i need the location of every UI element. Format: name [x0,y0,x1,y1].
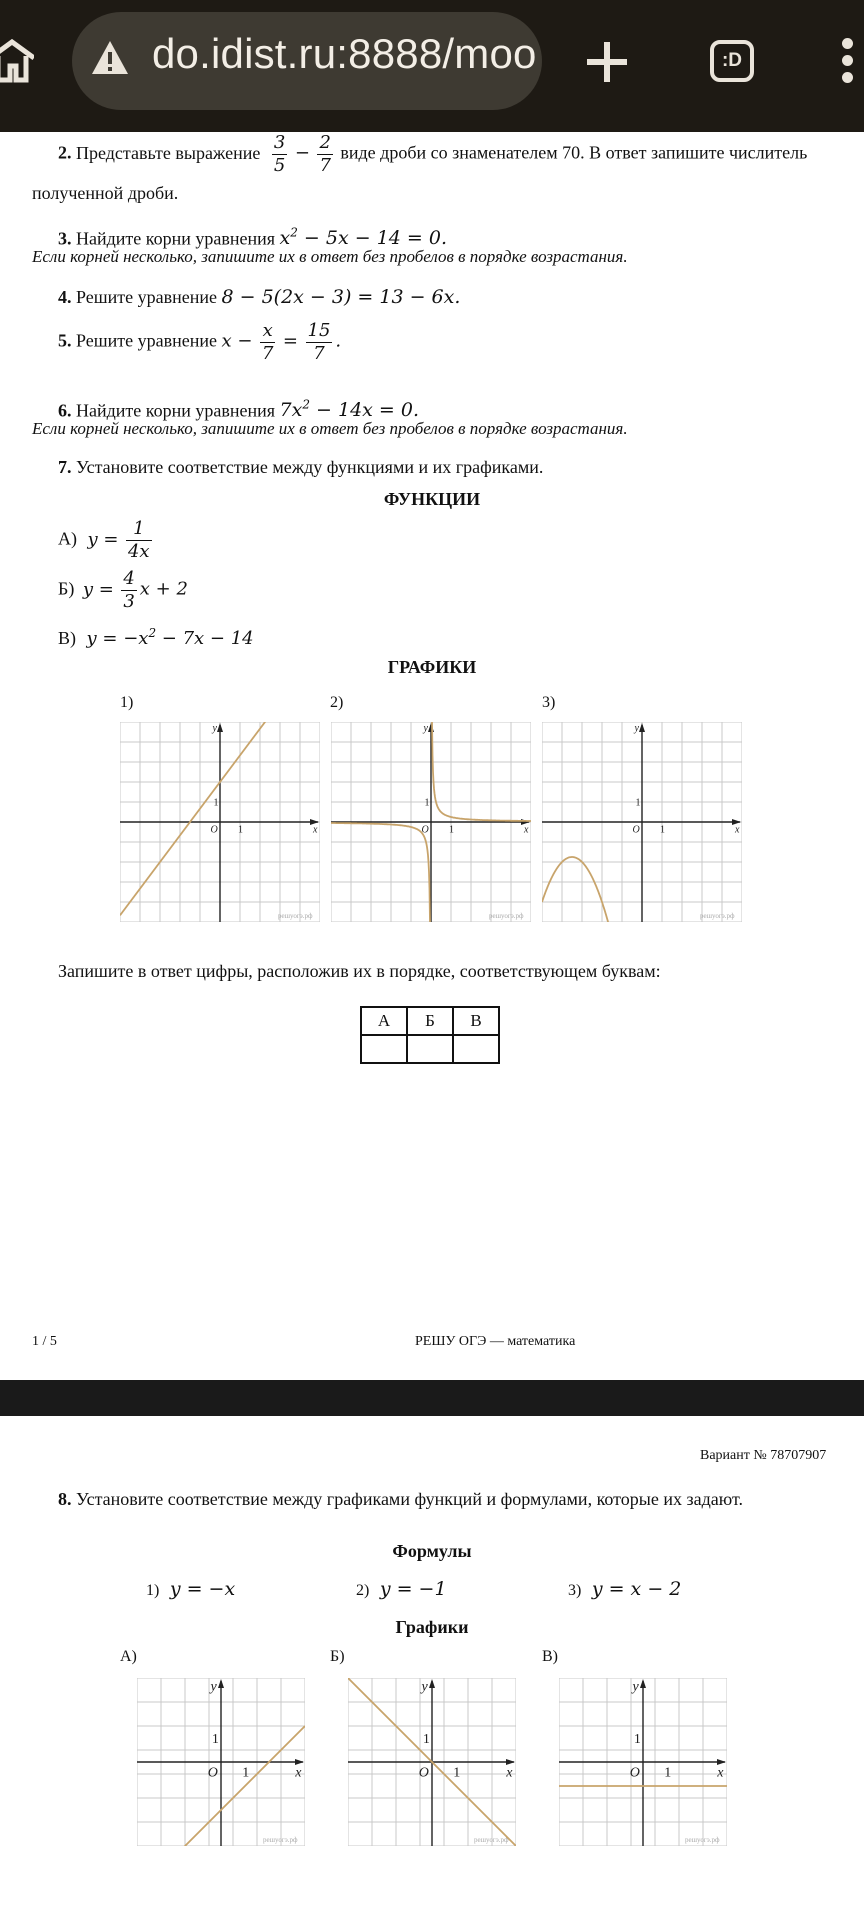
coordinate-grid [542,722,742,922]
graph-1 [120,722,320,927]
graph-2 [331,722,531,927]
variant-label: Вариант № 78707907 [700,1448,827,1463]
footer-title: РЕШУ ОГЭ — математика [415,1334,576,1349]
question-text-continued: полученной дроби. [32,183,179,203]
formula-label: 3) [568,1582,582,1599]
function-a [58,518,155,563]
question-text: Установите соответствие между графиками функций и формулами, которые их задают. [76,1489,743,1509]
unit-y-label: 1 [635,797,641,809]
unit-x-label: 1 [238,824,243,836]
graph-b [348,1678,516,1851]
x-arrow-icon [717,1759,726,1765]
function-curve [331,823,430,922]
question-number: 2. [58,142,72,163]
question-number: 7. [58,457,72,477]
x-axis-label: x [735,824,740,836]
equation: 8 − 5(2x − 3) = 13 − 6x. [221,286,461,308]
x-axis-label: x [506,1765,513,1781]
equation-part: = [282,330,298,352]
graph-label-c: В) [542,1648,558,1665]
answer-header: Б [407,1007,453,1035]
unit-y-label: 1 [213,797,219,809]
origin-label: O [421,824,429,836]
url-text[interactable]: do.idist.ru:8888/moo [152,30,537,77]
formulas-heading: Формулы [392,1541,472,1561]
x-arrow-icon [295,1759,304,1765]
y-arrow-icon [429,1679,435,1688]
pdf-page-2 [0,1416,864,1920]
question-number: 3. [58,228,72,249]
x-axis-label: x [313,824,318,836]
unit-y-label: 1 [211,1731,219,1747]
fraction: $\frac{1}{4x}$ [127,518,150,562]
plus-icon[interactable] [585,40,629,84]
question-note: Если корней несколько, запишите их в ответ без пробелов в порядке возрастания. [32,247,628,266]
unit-y-label: 1 [424,797,430,809]
answer-table [360,1006,500,1064]
y-arrow-icon [640,1679,646,1688]
equation-part: x + 2 [139,578,188,600]
formula-1 [146,1578,235,1602]
function-label: А) [58,528,77,549]
watermark: решуогэ.рф [700,912,735,920]
answer-cell[interactable] [361,1035,407,1063]
graphs-heading: ГРАФИКИ [387,657,477,677]
x-axis-label: x [717,1765,724,1781]
unit-x-label: 1 [449,824,454,836]
formula-equation: y = x − 2 [591,1578,682,1600]
answer-header: А [361,1007,407,1035]
equation: $7x^2 - 14x = 0$. [279,398,420,422]
function-label: Б) [58,578,75,599]
origin-label: O [418,1765,429,1781]
coordinate-grid [331,722,531,922]
question-8 [58,1488,743,1510]
equation: $y = -x^2 - 7x - 14$ [86,626,254,649]
function-c [58,622,254,650]
question-number: 6. [58,400,72,421]
question-text: Решите уравнение [76,287,217,307]
question-note: Если корней несколько, запишите их в ответ без пробелов в порядке возрастания. [32,419,628,438]
question-number: 5. [58,330,72,351]
origin-label: O [632,824,640,836]
unit-x-label: 1 [660,824,665,836]
more-vertical-icon[interactable] [842,38,858,88]
formula-label: 2) [356,1582,370,1599]
graph-label-b: Б) [330,1648,345,1665]
warning-triangle-icon[interactable] [90,38,130,78]
home-icon[interactable] [0,36,34,84]
origin-label: O [210,824,218,836]
y-arrow-icon [639,723,645,732]
function-curve [120,722,268,915]
origin-label: O [629,1765,640,1781]
graphs-heading: Графики [395,1617,469,1637]
answer-header: В [453,1007,499,1035]
y-axis-label: y [634,723,639,734]
origin-label: O [207,1765,218,1781]
equation-part: x − [221,330,253,352]
watermark: решуогэ.рф [489,912,524,920]
coordinate-grid [137,1678,305,1846]
fraction: $\frac{x}{7}$ [261,320,274,364]
question-text: Представьте выражение [76,142,261,163]
question-text: Установите соответствие между функциями и их графиками. [76,457,544,477]
unit-y-label: 1 [422,1731,430,1747]
pdf-page-1 [0,132,864,1380]
function-curve [181,1726,305,1846]
question-4 [58,286,460,308]
answer-cell[interactable] [407,1035,453,1063]
function-curve [542,857,609,922]
question-text: Решите уравнение [76,330,217,351]
y-axis-label: y [423,723,428,734]
formula-label: 1) [146,1582,160,1599]
fraction: $\frac{3}{5}$ [273,132,286,176]
question-number: 4. [58,287,72,307]
formula-equation: y = −x [169,1578,236,1600]
graph-c [559,1678,727,1851]
question-text: виде дроби со знаменателем 70. В ответ запишите числитель [340,142,808,163]
graph-label-3: 3) [542,694,556,711]
equation: $x^2 - 5x - 14 = 0$. [279,226,447,250]
graph-a [137,1678,305,1851]
coordinate-grid [348,1678,516,1846]
y-axis-label: y [212,723,217,734]
unit-x-label: 1 [453,1765,461,1781]
function-label: В) [58,628,76,648]
question-text: Найдите корни уравнения [76,400,276,421]
equation-part: y = [82,578,114,600]
graph-label-1: 1) [120,694,134,711]
y-axis-label: y [210,1679,217,1695]
table-row [361,1035,499,1063]
unit-y-label: 1 [633,1731,641,1747]
graph-label-a: А) [120,1648,137,1665]
y-arrow-icon [218,1679,224,1688]
function-curve [432,722,531,821]
question-text: Найдите корни уравнения [76,228,276,249]
formula-equation: y = −1 [379,1578,447,1600]
question-7 [58,456,543,478]
watermark: решуогэ.рф [685,1836,720,1844]
function-b [58,568,188,613]
x-axis-label: x [524,824,529,836]
x-arrow-icon [506,1759,515,1765]
equation-part: . [335,330,342,352]
fraction: $\frac{4}{3}$ [123,568,135,612]
answer-cell[interactable] [453,1035,499,1063]
watermark: решуогэ.рф [263,1836,298,1844]
browser-toolbar [0,0,864,132]
y-arrow-icon [428,723,434,732]
y-axis-label: y [632,1679,639,1695]
watermark: решуогэ.рф [474,1836,509,1844]
unit-x-label: 1 [664,1765,672,1781]
coordinate-grid [559,1678,727,1846]
tab-switcher-icon[interactable]: :D [710,40,754,82]
y-axis-label: y [421,1679,428,1695]
watermark: решуогэ.рф [278,912,313,920]
operator: − [294,142,310,164]
question-number: 8. [58,1489,72,1509]
formula-2 [356,1578,447,1602]
question-5 [58,320,341,365]
formula-3 [568,1578,681,1602]
y-arrow-icon [217,723,223,732]
fraction: $\frac{15}{7}$ [307,320,331,364]
functions-heading: ФУНКЦИИ [383,489,481,509]
page-divider [0,1380,864,1416]
x-axis-label: x [295,1765,302,1781]
graph-3 [542,722,742,927]
table-row [361,1007,499,1035]
equation-part: y = [87,528,119,550]
fraction: $\frac{2}{7}$ [319,132,331,176]
question-2 [58,132,807,177]
unit-x-label: 1 [242,1765,250,1781]
coordinate-grid [120,722,320,922]
page-number: 1 / 5 [32,1334,57,1349]
graph-label-2: 2) [330,694,344,711]
answer-prompt: Запишите в ответ цифры, расположив их в порядке, соответствующем буквам: [58,961,661,981]
